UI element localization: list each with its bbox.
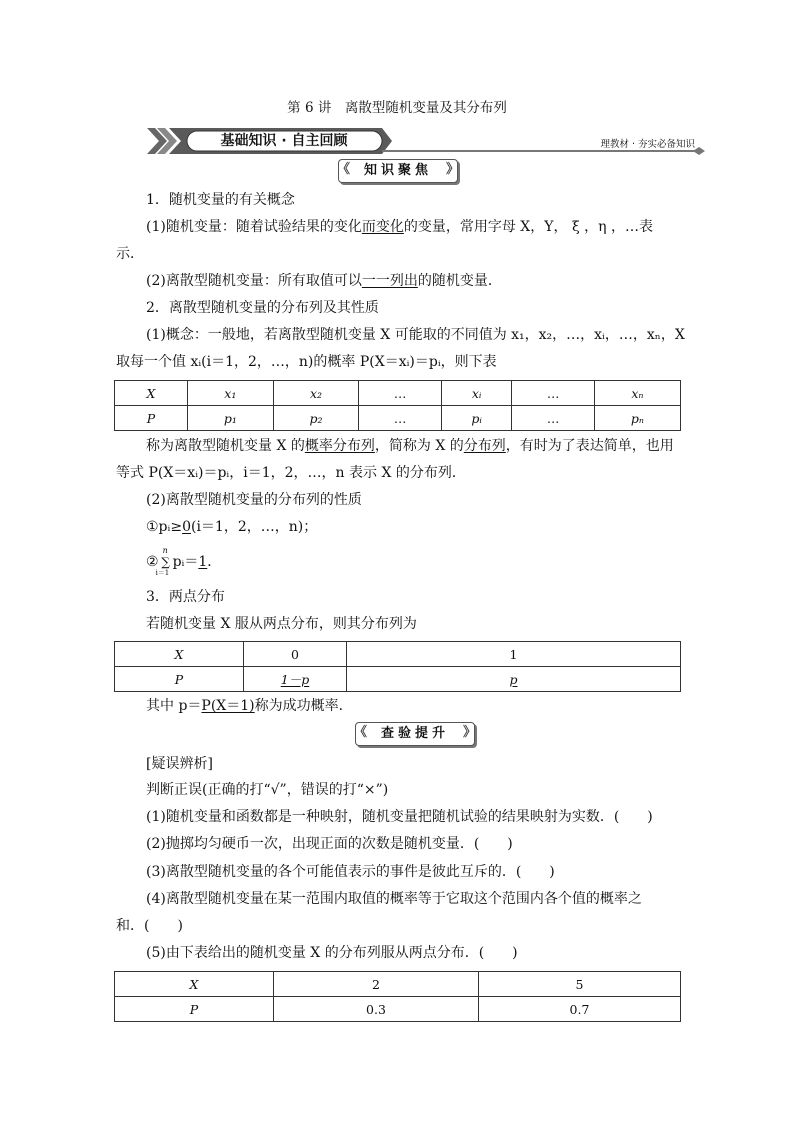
table-cell: xᵢ xyxy=(441,381,511,406)
table-cell: pₙ xyxy=(594,406,680,431)
question-1: (1)随机变量和函数都是一种映射，随机变量把随机试验的结果映射为实数．( ) xyxy=(146,809,653,825)
table-cell: p xyxy=(347,667,681,692)
table-row xyxy=(115,972,681,997)
s2-para6: ①pᵢ≥0(i＝1，2，…，n)； xyxy=(146,519,318,535)
question-2: (2)抛掷均匀硬币一次，出现正面的次数是随机变量．( ) xyxy=(146,836,513,852)
chevron-left-icon: 《 xyxy=(337,162,351,177)
distribution-table xyxy=(114,380,681,431)
s2-para4: 等式 P(X＝xᵢ)＝pᵢ，i＝1，2，…，n 表示 X 的分布列． xyxy=(116,465,466,481)
s2-para5: (2)离散型随机变量的分布列的性质 xyxy=(146,492,362,508)
table-cell: X xyxy=(115,381,188,406)
table-cell: p₁ xyxy=(188,406,274,431)
table-row xyxy=(115,406,681,431)
table-cell: P xyxy=(115,406,188,431)
question-3: (3)离散型随机变量的各个可能值表示的事件是彼此互斥的．( ) xyxy=(146,864,555,880)
section3-heading: 3．两点分布 xyxy=(146,589,225,605)
table-cell: 2 xyxy=(274,972,479,997)
table-cell: 5 xyxy=(479,972,681,997)
table-cell: p₂ xyxy=(273,406,359,431)
pill-label: 知识聚焦 xyxy=(363,163,432,178)
table-cell: pᵢ xyxy=(441,406,511,431)
table-cell: 0 xyxy=(244,642,347,667)
s2-para1: (1)概念：一般地，若离散型随机变量 X 可能取的不同值为 x₁，x₂，…，xᵢ，…，xₙ，X xyxy=(146,327,685,343)
table-row xyxy=(115,667,681,692)
s1-para1-cont: 示． xyxy=(116,246,144,262)
question-intro: 判断正误(正确的打“√”，错误的打“×”) xyxy=(146,782,389,798)
two-point-table xyxy=(114,641,681,692)
section1-heading: 1．随机变量的有关概念 xyxy=(146,192,295,208)
table-cell: … xyxy=(512,406,595,431)
s2-para3: 称为离散型随机变量 X 的概率分布列，简称为 X 的分布列，有时为了表达简单，也用 xyxy=(146,438,674,454)
table-cell: … xyxy=(359,406,442,431)
question-4: (4)离散型随机变量在某一范围内取值的概率等于它取这个范围内各个值的概率之 xyxy=(146,891,642,907)
table-cell: X xyxy=(115,972,274,997)
question-4-cont: 和．( ) xyxy=(116,918,183,934)
table-cell: … xyxy=(512,381,595,406)
table-row xyxy=(115,381,681,406)
table-row xyxy=(115,997,681,1022)
table-cell: 1－p xyxy=(244,667,347,692)
s1-para1: (1)随机变量：随着试验结果的变化而变化的变量，常用字母 X，Y， ξ ，η ，…表 xyxy=(146,219,653,235)
section-banner xyxy=(147,127,707,155)
s3-para2: 其中 p＝P(X＝1)称为成功概率． xyxy=(146,698,353,714)
table-cell: 1 xyxy=(347,642,681,667)
table-cell: X xyxy=(115,642,244,667)
question-5: (5)由下表给出的随机变量 X 的分布列服从两点分布．( ) xyxy=(146,945,518,961)
s3-para1: 若随机变量 X 服从两点分布，则其分布列为 xyxy=(146,616,417,632)
banner-title: 基础知识 · 自主回顾 xyxy=(220,133,348,149)
table-cell: 0.7 xyxy=(479,997,681,1022)
page-title: 第 6 讲 离散型随机变量及其分布列 xyxy=(287,100,507,116)
table-row xyxy=(115,642,681,667)
table-cell: x₁ xyxy=(188,381,274,406)
table-cell: P xyxy=(115,997,274,1022)
pill-label: 查验提升 xyxy=(380,726,449,741)
banner-tag: 理教材 · 夯实必备知识 xyxy=(600,139,695,150)
table-cell: x₂ xyxy=(273,381,359,406)
section2-heading: 2．离散型随机变量的分布列及其性质 xyxy=(146,300,379,316)
table-cell: xₙ xyxy=(594,381,680,406)
question-label: [疑误辨析] xyxy=(146,756,213,772)
table-cell: P xyxy=(115,667,244,692)
chevron-right-icon: 》 xyxy=(462,725,476,740)
chevron-left-icon: 《 xyxy=(354,725,368,740)
knowledge-focus-pill xyxy=(338,159,458,183)
s2-para7: ② n ∑ i＝1 pᵢ＝1． xyxy=(146,546,222,577)
question-table xyxy=(114,971,681,1022)
chevron-right-icon: 》 xyxy=(445,162,459,177)
table-cell: 0.3 xyxy=(274,997,479,1022)
s2-para2: 取每一个值 xᵢ(i＝1，2，…，n)的概率 P(X＝xᵢ)＝pᵢ，则下表 xyxy=(116,354,497,370)
table-cell: … xyxy=(359,381,442,406)
s1-para2: (2)离散型随机变量：所有取值可以一一列出的随机变量． xyxy=(146,273,502,289)
check-improve-pill xyxy=(355,722,475,746)
